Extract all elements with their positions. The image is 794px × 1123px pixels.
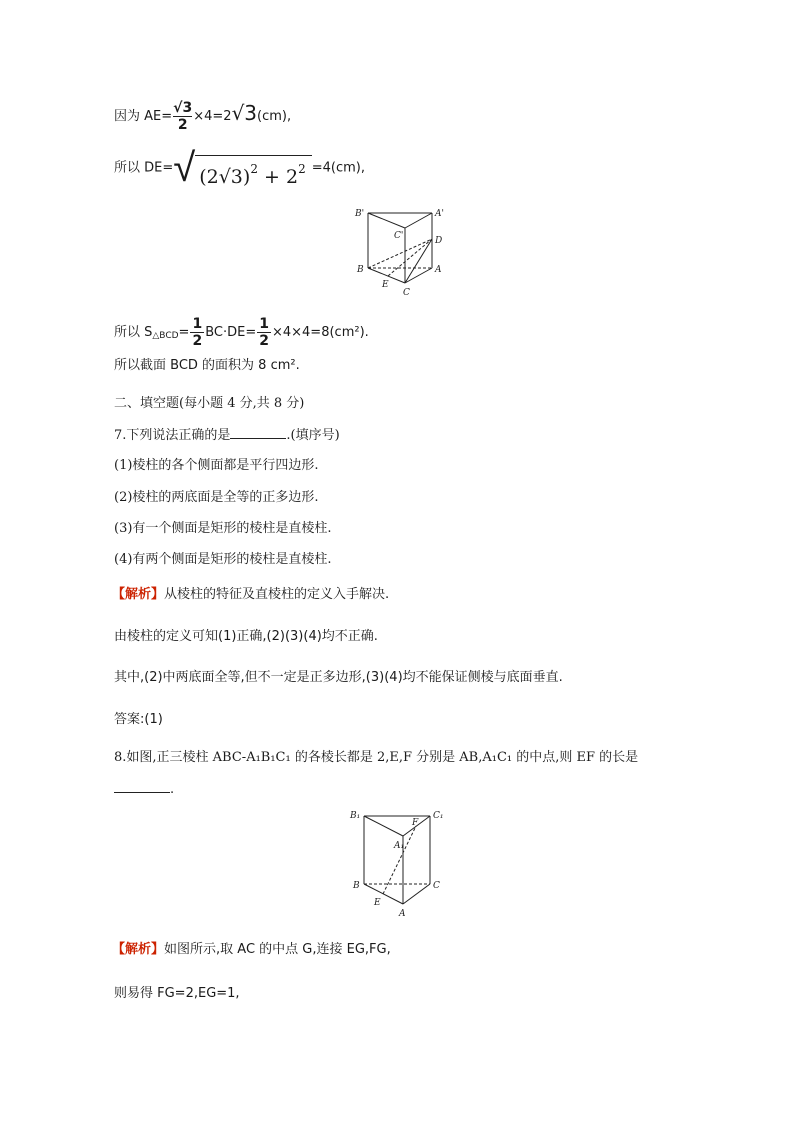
question-8: 8.如图,正三棱柱 ABC-A₁B₁C₁ 的各棱长都是 2,E,F 分别是 AB,A₁C₁ 的中点,则 EF 的长是 [114, 750, 639, 765]
label-c: C [433, 881, 440, 891]
ae-suffix: (cm), [257, 109, 292, 124]
area-fraction-1-num: 1 [192, 316, 203, 332]
edge-b1-c1 [368, 213, 405, 228]
section-title: 二、填空题(每小题 4 分,共 8 分) [114, 396, 305, 411]
q7-explanation: 其中,(2)中两底面全等,但不一定是正多边形,(3)(4)均不能保证侧棱与底面垂直. [114, 670, 563, 685]
edge-a-c [403, 884, 430, 904]
question-7 [114, 426, 340, 445]
prism-figure-2 [346, 806, 450, 920]
area-fraction-2-den: 2 [259, 333, 269, 349]
q8-analysis-text: 如图所示,取 AC 的中点 G,连接 EG,FG, [164, 942, 391, 957]
ae-fraction-num: √3 [173, 100, 193, 116]
area-prefix: 所以 S [114, 325, 153, 340]
q8-result: 则易得 FG=2,EG=1, [114, 986, 240, 1001]
area-eq: = [178, 325, 190, 340]
label-c1: C' [394, 231, 404, 241]
de-exp1: 2 [250, 162, 258, 176]
q7-analysis-text: 从棱柱的特征及直棱柱的定义入手解决. [164, 587, 390, 602]
ae-equation [114, 100, 291, 133]
label-b1: B' [355, 209, 365, 219]
label-d: D [435, 236, 443, 246]
prism-figure-1 [350, 204, 450, 300]
area-fraction-1 [190, 316, 204, 349]
area-fraction-2-num: 1 [259, 316, 269, 332]
de-equation [114, 145, 365, 191]
label-a1: A₁ [394, 841, 405, 851]
ae-root: √3 [231, 101, 258, 125]
label-b: B [353, 881, 360, 891]
ae-mid: ×4=2 [193, 109, 232, 124]
label-f: F [412, 818, 419, 828]
q8-blank-line [114, 780, 174, 799]
q8-end: . [170, 782, 175, 797]
ae-prefix: 因为 AE= [114, 109, 173, 124]
area-equation [114, 316, 369, 349]
label-b1: B₁ [350, 811, 361, 821]
q7-option-4: (4)有两个侧面是矩形的棱柱是直棱柱. [114, 552, 332, 567]
analysis-tag: 【解析】 [112, 587, 165, 602]
area-fraction-2 [257, 316, 271, 349]
radical-sign-icon: √ [173, 145, 196, 191]
area-mid: BC·DE= [205, 325, 257, 340]
label-a: A [435, 265, 442, 275]
q7-option-3: (3)有一个侧面是矩形的棱柱是直棱柱. [114, 521, 332, 536]
q7-answer: 答案:(1) [114, 712, 163, 727]
q7-prefix: 7.下列说法正确的是 [114, 428, 231, 443]
area-subscript: △BCD [152, 331, 179, 341]
de-radicand-term2: + 2 [264, 166, 299, 188]
q7-suffix: .(填序号) [286, 428, 340, 443]
ae-fraction-den: 2 [177, 117, 188, 133]
de-exp2: 2 [298, 162, 306, 176]
label-a1: A' [435, 209, 444, 219]
analysis-tag-2: 【解析】 [112, 942, 165, 957]
label-b: B [357, 265, 364, 275]
section-area-conclusion: 所以截面 BCD 的面积为 8 cm². [114, 358, 300, 373]
label-e: E [374, 898, 381, 908]
q7-conclusion: 由棱柱的定义可知(1)正确,(2)(3)(4)均不正确. [114, 629, 378, 644]
label-a: A [399, 909, 406, 919]
q7-option-1: (1)棱柱的各个侧面都是平行四边形. [114, 458, 319, 473]
q7-analysis [112, 586, 389, 604]
edge-c1-a1 [405, 213, 432, 228]
label-e: E [382, 280, 389, 290]
ae-fraction [173, 100, 192, 133]
area-suffix: ×4×4=8(cm²). [271, 325, 369, 340]
de-suffix: =4(cm), [311, 160, 365, 176]
q7-option-2: (2)棱柱的两底面是全等的正多边形. [114, 490, 319, 505]
de-prefix: 所以 DE= [114, 160, 174, 176]
edge-b1-a1 [364, 816, 403, 836]
de-radicand-term1: (2√3) [199, 166, 251, 188]
label-c1: C₁ [433, 811, 444, 821]
de-radical [173, 145, 311, 191]
edge-b-d-hidden [368, 239, 432, 268]
label-c: C [403, 288, 410, 298]
q8-analysis [112, 941, 391, 959]
area-fraction-1-den: 2 [192, 333, 203, 349]
q8-answer-blank [114, 780, 170, 793]
q7-answer-blank [230, 426, 286, 439]
de-radicand [195, 155, 312, 188]
edge-e-d-hidden [388, 239, 432, 276]
